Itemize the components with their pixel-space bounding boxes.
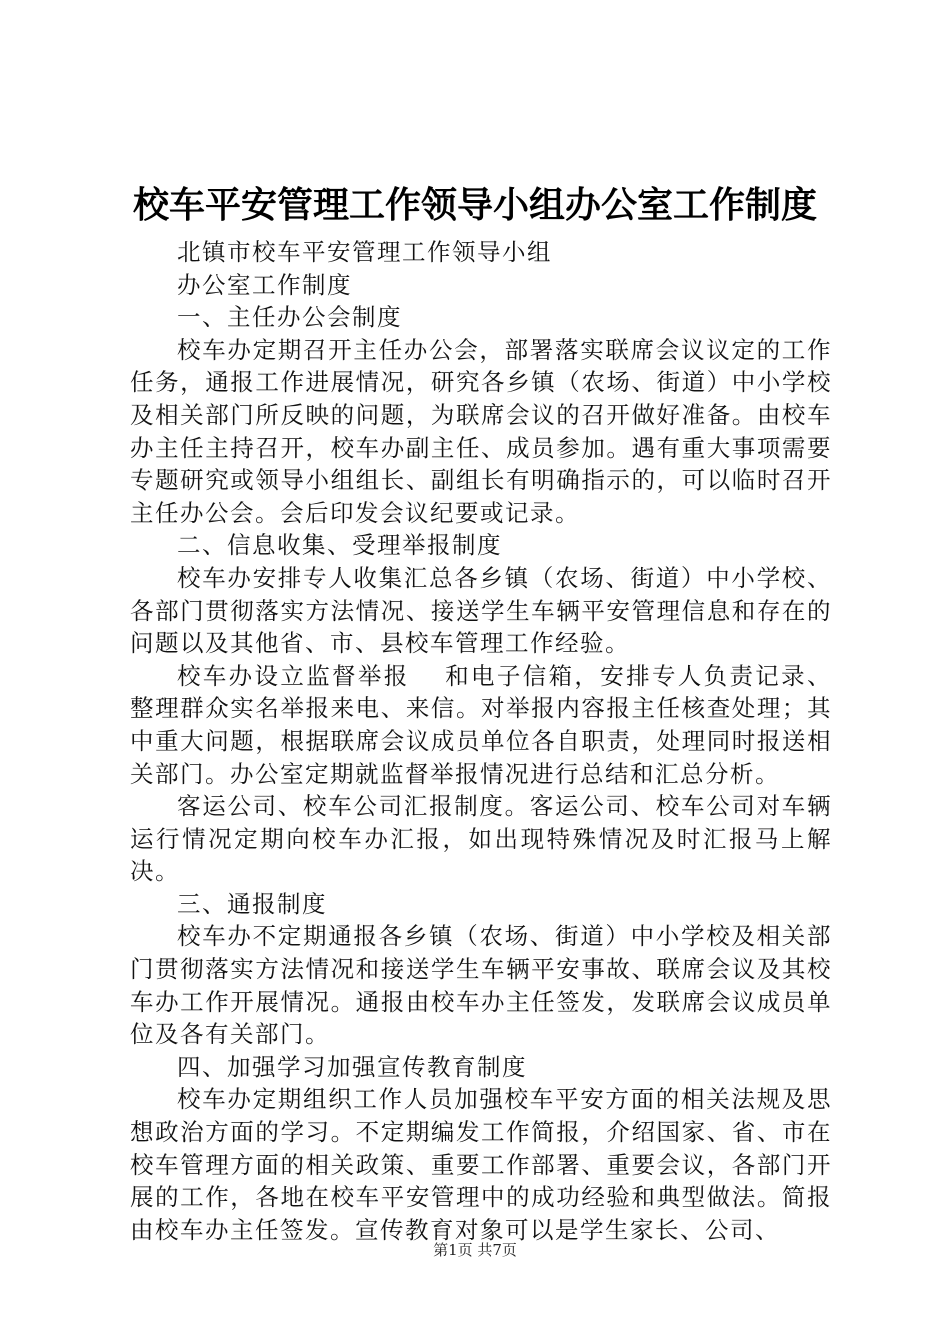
- section-heading-3: 三、通报制度: [177, 889, 327, 918]
- document-title: 校车平安管理工作领导小组办公室工作制度: [132, 184, 817, 226]
- paragraph: 校车办设立监督举报 和电子信箱，安排专人负责记录、整理群众实名举报来电、来信。对举报内容报主任核查处理；其中重大问题，根据联席会议成员单位各自职责，处理同时报送相关部门。办公室定期就监督举报情况进行总结和汇总分析。: [130, 661, 832, 788]
- paragraph-org-name: 北镇市校车平安管理工作领导小组: [177, 238, 552, 266]
- page-number-footer: 第1页 共7页: [433, 1241, 517, 1259]
- paragraph: 校车办定期组织工作人员加强校车平安方面的相关法规及思想政治方面的学习。不定期编发工作简报，介绍国家、省、市在校车管理方面的相关政策、重要工作部署、重要会议，各部门开展的工作，各地在校车平安管理中的成功经验和典型做法。简报由校车办主任签发。宣传教育对象可以是学生家长、公司、: [130, 1085, 832, 1244]
- paragraph: 校车办定期召开主任办公会，部署落实联席会议议定的工作任务，通报工作进展情况，研究各乡镇（农场、街道）中小学校及相关部门所反映的问题，为联席会议的召开做好准备。由校车办主任主持召开，校车办副主任、成员参加。遇有重大事项需要专题研究或领导小组组长、副组长有明确指示的，可以临时召开主任办公会。会后印发会议纪要或记录。: [130, 335, 832, 527]
- paragraph: 客运公司、校车公司汇报制度。客运公司、校车公司对车辆运行情况定期向校车办汇报，如出现特殊情况及时汇报马上解决。: [130, 792, 832, 886]
- document-body: [130, 236, 832, 1246]
- paragraph: 校车办不定期通报各乡镇（农场、街道）中小学校及相关部门贯彻落实方法情况和接送学生车辆平安事故、联席会议及其校车办工作开展情况。通报由校车办主任签发，发联席会议成员单位及各有关部门。: [130, 922, 832, 1049]
- section-heading-4: 四、加强学习加强宣传教育制度: [177, 1052, 527, 1081]
- section-heading-2: 二、信息收集、受理举报制度: [177, 531, 502, 560]
- section-heading-1: 一、主任办公会制度: [177, 303, 402, 332]
- paragraph-subtitle: 办公室工作制度: [177, 270, 352, 299]
- paragraph: 校车办安排专人收集汇总各乡镇（农场、街道）中小学校、各部门贯彻落实方法情况、接送学生车辆平安管理信息和存在的问题以及其他省、市、县校车管理工作经验。: [130, 563, 832, 658]
